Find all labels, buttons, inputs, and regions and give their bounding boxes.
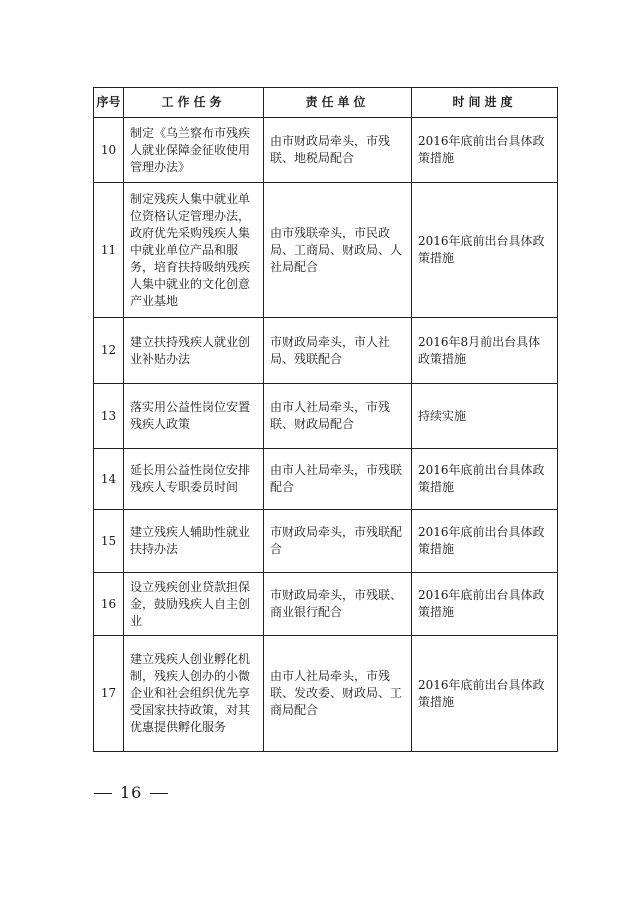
row-num: 15 (94, 510, 124, 573)
header-num: 序号 (94, 88, 124, 118)
row-task: 落实用公益性岗位安置残疾人政策 (124, 384, 264, 449)
page-dash-left (94, 793, 112, 794)
task-table (93, 87, 558, 752)
row-time: 2016年底前出台具体政策措施 (412, 636, 558, 752)
row-num: 12 (94, 318, 124, 384)
row-time: 2016年底前出台具体政策措施 (412, 449, 558, 510)
header-unit: 责任单位 (264, 88, 412, 118)
table-row (94, 636, 558, 752)
header-task: 工作任务 (124, 88, 264, 118)
row-time: 持续实施 (412, 384, 558, 449)
row-task: 建立扶持残疾人就业创业补贴办法 (124, 318, 264, 384)
row-unit: 由市财政局牵头，市残联、地税局配合 (264, 118, 412, 183)
row-task: 建立残疾人辅助性就业扶持办法 (124, 510, 264, 573)
page-number-value: 16 (120, 783, 143, 802)
table-row (94, 183, 558, 318)
row-task: 设立残疾创业贷款担保金，鼓励残疾人自主创业 (124, 573, 264, 636)
table-row (94, 318, 558, 384)
row-num: 11 (94, 183, 124, 318)
row-time: 2016年底前出台具体政策措施 (412, 573, 558, 636)
row-unit: 由市人社局牵头，市残联配合 (264, 449, 412, 510)
table-row (94, 573, 558, 636)
row-time: 2016年底前出台具体政策措施 (412, 183, 558, 318)
page-number (86, 783, 176, 802)
header-time: 时间进度 (412, 88, 558, 118)
page-dash-right (150, 793, 168, 794)
row-num: 17 (94, 636, 124, 752)
row-num: 16 (94, 573, 124, 636)
row-unit: 市财政局牵头，市人社局、残联配合 (264, 318, 412, 384)
row-time: 2016年8月前出台具体政策措施 (412, 318, 558, 384)
row-num: 14 (94, 449, 124, 510)
row-num: 10 (94, 118, 124, 183)
row-task: 延长用公益性岗位安排残疾人专职委员时间 (124, 449, 264, 510)
row-unit: 由市残联牵头，市民政局、工商局、财政局、人社局配合 (264, 183, 412, 318)
row-unit: 市财政局牵头，市残联、商业银行配合 (264, 573, 412, 636)
row-time: 2016年底前出台具体政策措施 (412, 118, 558, 183)
row-unit: 市财政局牵头，市残联配合 (264, 510, 412, 573)
table-row (94, 118, 558, 183)
row-task: 制定《乌兰察布市残疾人就业保障金征收使用管理办法》 (124, 118, 264, 183)
table-row (94, 384, 558, 449)
row-unit: 由市人社局牵头，市残联、财政局配合 (264, 384, 412, 449)
row-time: 2016年底前出台具体政策措施 (412, 510, 558, 573)
row-num: 13 (94, 384, 124, 449)
row-task: 建立残疾人创业孵化机制，残疾人创办的小微企业和社会组织优先享受国家扶持政策，对其优惠提供孵化服务 (124, 636, 264, 752)
row-unit: 由市人社局牵头，市残联、发改委、财政局、工商局配合 (264, 636, 412, 752)
table-row (94, 510, 558, 573)
table-header-row (94, 88, 558, 118)
table-row (94, 449, 558, 510)
row-task: 制定残疾人集中就业单位资格认定管理办法，政府优先采购残疾人集中就业单位产品和服务，培育扶持吸纳残疾人集中就业的文化创意产业基地 (124, 183, 264, 318)
